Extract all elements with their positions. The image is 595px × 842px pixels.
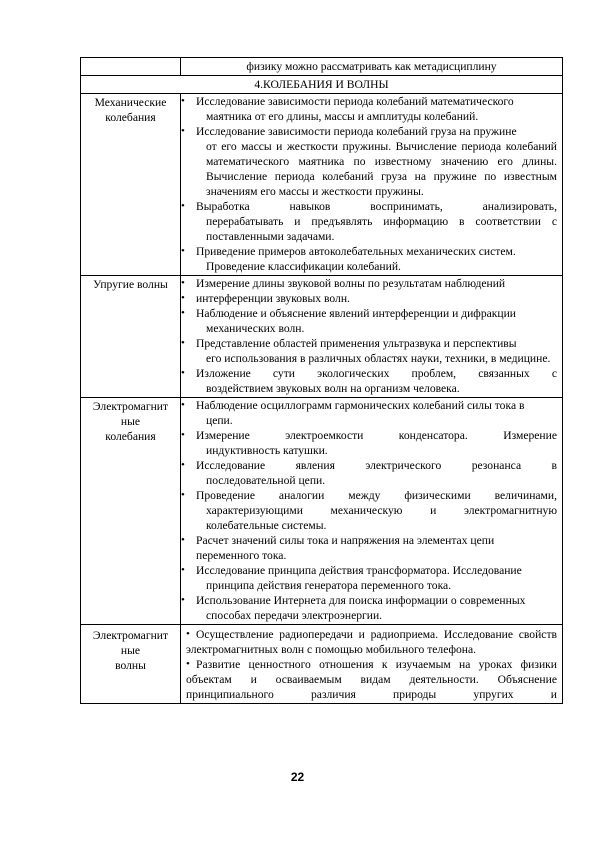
page-number: 22	[290, 770, 305, 784]
bullet-icon: •	[181, 307, 185, 319]
list-item: • Приведение примеров автоколебательных механических систем. Проведение классификации колебаний.	[181, 245, 516, 273]
section-title: 4.КОЛЕБАНИЯ И ВОЛНЫ	[81, 76, 563, 94]
bullet-icon: •	[181, 594, 185, 606]
list-item: • Исследование зависимости периода колебаний груза на пружине от его массы и жесткости пружины. Вычисление периода колебаний математического маятника по известному значению его длины. Вычисление периода колебаний груза на пружине по известным значениям его массы и жесткости пружины.	[181, 125, 557, 198]
list-item: • Измерение длины звуковой волны по результатам наблюдений	[181, 277, 506, 290]
list-item: • Проведение аналогии между физическими величинами, характеризующими механическую и электромагнитную колебательные системы.	[181, 489, 557, 532]
section-header-row	[81, 76, 563, 94]
items-cell	[181, 276, 563, 398]
list-item: • Представление областей применения ультразвука и перспективы его использования в различных областях науки, техники, в медицине.	[181, 337, 551, 365]
topic-cell	[81, 276, 181, 398]
table-row	[81, 276, 563, 398]
topic-cell	[81, 398, 181, 625]
list-item: • Развитие ценностного отношения к изучаемым на уроках физики объектам и осваиваемым видам деятельности. Объяснение принципиального различия природы упругих и	[186, 658, 557, 701]
topic-line: колебания	[105, 111, 156, 124]
list-item: • Исследование принципа действия трансформатора. Исследование принципа действия генератора переменного тока.	[181, 564, 522, 592]
bullet-icon: •	[181, 459, 185, 471]
bullet-icon: •	[181, 245, 185, 257]
topic-line: Электромагнит	[92, 629, 169, 642]
topic-line: волны	[115, 659, 146, 672]
continuation-row	[81, 58, 563, 76]
table-row	[81, 625, 563, 704]
topic-line: колебания	[105, 430, 156, 443]
bullet-icon: •	[181, 125, 185, 137]
items-cell	[181, 398, 563, 625]
bullet-icon: •	[186, 658, 190, 670]
list-item: • Осуществление радиопередачи и радиоприема. Исследование свойств электромагнитных волн с помощью мобильного телефона.	[186, 628, 557, 656]
bullet-icon: •	[181, 95, 185, 107]
list-item: • Измерение электроемкости конденсатора. Измерение индуктивность катушки.	[181, 429, 557, 457]
bullet-icon: •	[181, 489, 185, 501]
content-table	[80, 57, 563, 704]
bullet-icon: •	[181, 429, 185, 441]
topic-cell	[81, 94, 181, 276]
bullet-icon: •	[181, 200, 185, 212]
topic-line: ные	[120, 644, 141, 657]
topic-cell	[81, 625, 181, 704]
continuation-text: физику можно рассматривать как метадисциплину	[181, 58, 563, 76]
list-item: • Наблюдение и объяснение явлений интерференции и дифракции механических волн.	[181, 307, 517, 335]
list-item: • Изложение сути экологических проблем, связанных с воздействием звуковых волн на организм человека.	[181, 367, 557, 395]
topic-line: Механические	[94, 96, 167, 109]
bullet-icon: •	[186, 628, 190, 640]
table-row	[81, 398, 563, 625]
list-item: • Исследование явления электрического резонанса в последовательной цепи.	[181, 459, 557, 487]
items-cell	[181, 94, 563, 276]
list-item: • Исследование зависимости периода колебаний математического маятника от его длины, массы и амплитуды колебаний.	[181, 95, 514, 123]
topic-line: ные	[120, 415, 141, 428]
bullet-icon: •	[181, 534, 185, 546]
list-item: • интерференции звуковых волн.	[181, 292, 350, 305]
topic-line: Упругие волны	[93, 278, 168, 291]
bullet-icon: •	[181, 277, 185, 289]
topic-line: Электромагнит	[92, 400, 169, 413]
list-item: • Наблюдение осциллограмм гармонических колебаний силы тока в цепи.	[181, 399, 525, 427]
list-item: • Использование Интернета для поиска информации о современных способах передачи электроэнергии.	[181, 594, 526, 622]
table-row	[81, 94, 563, 276]
bullet-icon: •	[181, 399, 185, 411]
bullet-icon: •	[181, 564, 185, 576]
bullet-icon: •	[181, 292, 185, 304]
bullet-icon: •	[181, 367, 185, 379]
list-item: • Выработка навыков воспринимать, анализировать, перерабатывать и предъявлять информацию в соответствии с поставленными задачами.	[181, 200, 557, 243]
bullet-icon: •	[181, 337, 185, 349]
list-item: • Расчет значений силы тока и напряжения на элементах цепи переменного тока.	[181, 534, 495, 562]
items-cell	[181, 625, 563, 704]
